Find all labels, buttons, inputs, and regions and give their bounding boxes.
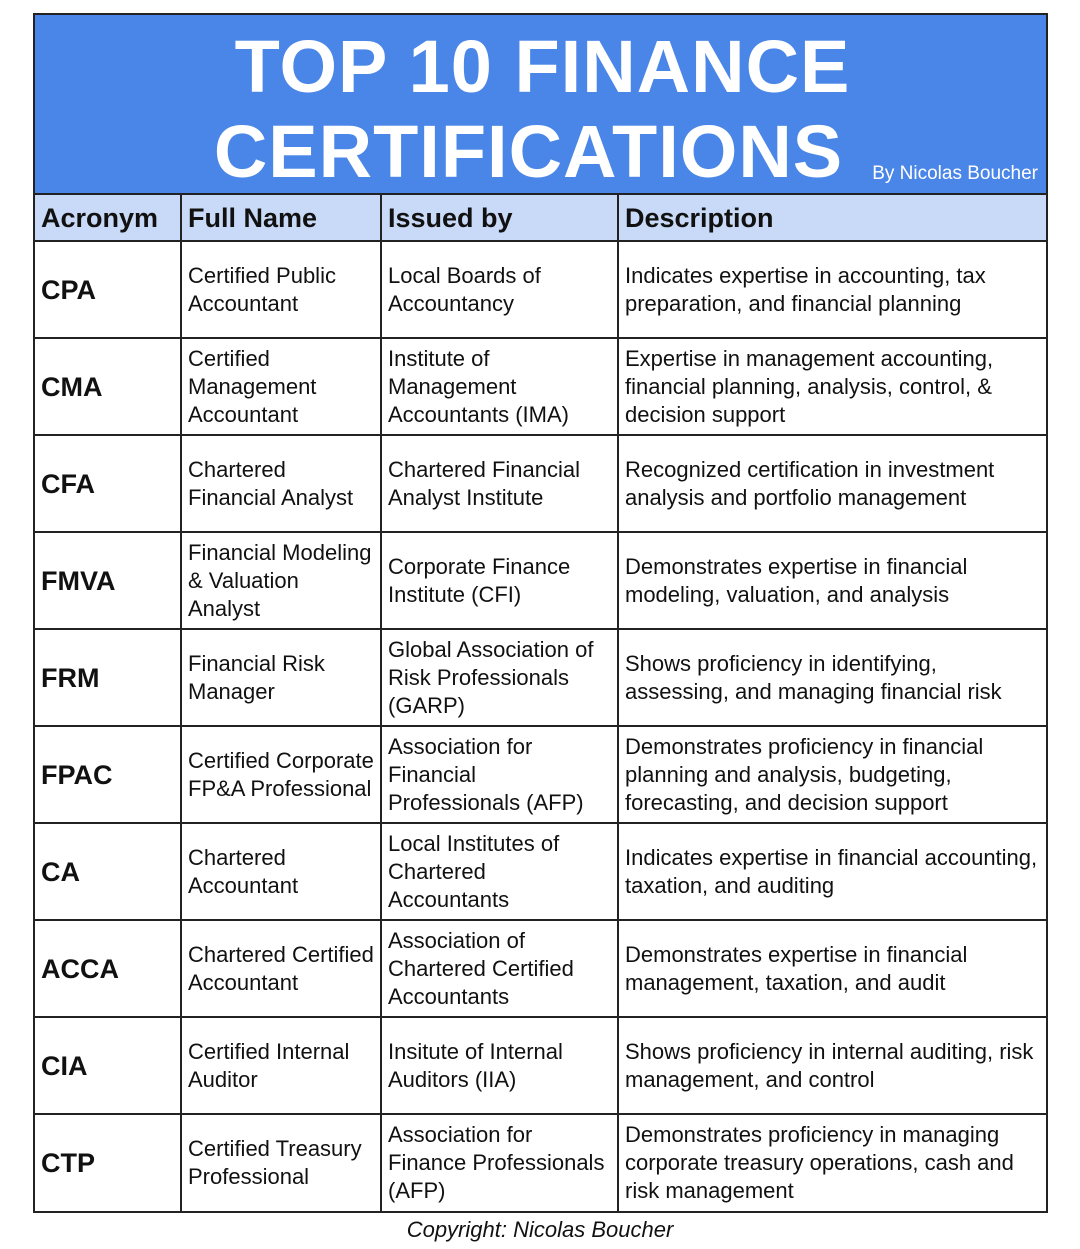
description-cell: Shows proficiency in internal auditing, risk management, and control <box>618 1017 1046 1114</box>
full-name-cell: Certified Public Accountant <box>181 241 381 338</box>
description-cell: Demonstrates proficiency in financial planning and analysis, budgeting, forecasting, and decision support <box>618 726 1046 823</box>
full-name-cell: Certified Internal Auditor <box>181 1017 381 1114</box>
full-name-cell: Chartered Accountant <box>181 823 381 920</box>
header-acronym: Acronym <box>35 195 181 241</box>
acronym-cell: CTP <box>35 1114 181 1211</box>
author-byline: By Nicolas Boucher <box>872 163 1038 184</box>
acronym-cell: CMA <box>35 338 181 435</box>
header-issued-by: Issued by <box>381 195 618 241</box>
page-title-line-2: CERTIFICATIONS <box>213 110 844 193</box>
description-cell: Demonstrates expertise in financial modeling, valuation, and analysis <box>618 532 1046 629</box>
issued-by-cell: Global Association of Risk Professionals (GARP) <box>381 629 618 726</box>
certifications-sheet <box>33 13 1048 1213</box>
issued-by-cell: Insitute of Internal Auditors (IIA) <box>381 1017 618 1114</box>
header-full-name: Full Name <box>181 195 381 241</box>
table-row <box>35 1017 1046 1114</box>
description-cell: Indicates expertise in accounting, tax preparation, and financial planning <box>618 241 1046 338</box>
table-row <box>35 823 1046 920</box>
full-name-cell: Chartered Financial Analyst <box>181 435 381 532</box>
description-cell: Shows proficiency in identifying, assessing, and managing financial risk <box>618 629 1046 726</box>
full-name-cell: Chartered Certified Accountant <box>181 920 381 1017</box>
table-row <box>35 920 1046 1017</box>
issued-by-cell: Chartered Financial Analyst Institute <box>381 435 618 532</box>
full-name-cell: Financial Risk Manager <box>181 629 381 726</box>
issued-by-cell: Association for Financial Professionals (AFP) <box>381 726 618 823</box>
table-row <box>35 241 1046 338</box>
copyright-notice: Copyright: Nicolas Boucher <box>406 1217 674 1242</box>
acronym-cell: FPAC <box>35 726 181 823</box>
table-row <box>35 726 1046 823</box>
issued-by-cell: Corporate Finance Institute (CFI) <box>381 532 618 629</box>
table-header-row <box>35 195 1046 241</box>
description-cell: Indicates expertise in financial accounting, taxation, and auditing <box>618 823 1046 920</box>
acronym-cell: CPA <box>35 241 181 338</box>
issued-by-cell: Local Boards of Accountancy <box>381 241 618 338</box>
full-name-cell: Certified Corporate FP&A Professional <box>181 726 381 823</box>
issued-by-cell: Association of Chartered Certified Accountants <box>381 920 618 1017</box>
acronym-cell: CA <box>35 823 181 920</box>
issued-by-cell: Local Institutes of Chartered Accountants <box>381 823 618 920</box>
acronym-cell: CIA <box>35 1017 181 1114</box>
description-cell: Demonstrates proficiency in managing corporate treasury operations, cash and risk management <box>618 1114 1046 1211</box>
certifications-table <box>35 195 1046 1211</box>
table-row <box>35 532 1046 629</box>
description-cell: Expertise in management accounting, financial planning, analysis, control, & decision support <box>618 338 1046 435</box>
acronym-cell: CFA <box>35 435 181 532</box>
acronym-cell: FMVA <box>35 532 181 629</box>
description-cell: Demonstrates expertise in financial management, taxation, and audit <box>618 920 1046 1017</box>
table-row <box>35 338 1046 435</box>
full-name-cell: Financial Modeling & Valuation Analyst <box>181 532 381 629</box>
page-title-line-1: TOP 10 FINANCE <box>234 25 851 108</box>
issued-by-cell: Association for Finance Professionals (AFP) <box>381 1114 618 1211</box>
title-banner <box>35 15 1046 195</box>
header-description: Description <box>618 195 1046 241</box>
full-name-cell: Certified Management Accountant <box>181 338 381 435</box>
table-row <box>35 629 1046 726</box>
issued-by-cell: Institute of Management Accountants (IMA) <box>381 338 618 435</box>
description-cell: Recognized certification in investment analysis and portfolio management <box>618 435 1046 532</box>
table-row <box>35 1114 1046 1211</box>
table-row <box>35 435 1046 532</box>
acronym-cell: ACCA <box>35 920 181 1017</box>
acronym-cell: FRM <box>35 629 181 726</box>
full-name-cell: Certified Treasury Professional <box>181 1114 381 1211</box>
